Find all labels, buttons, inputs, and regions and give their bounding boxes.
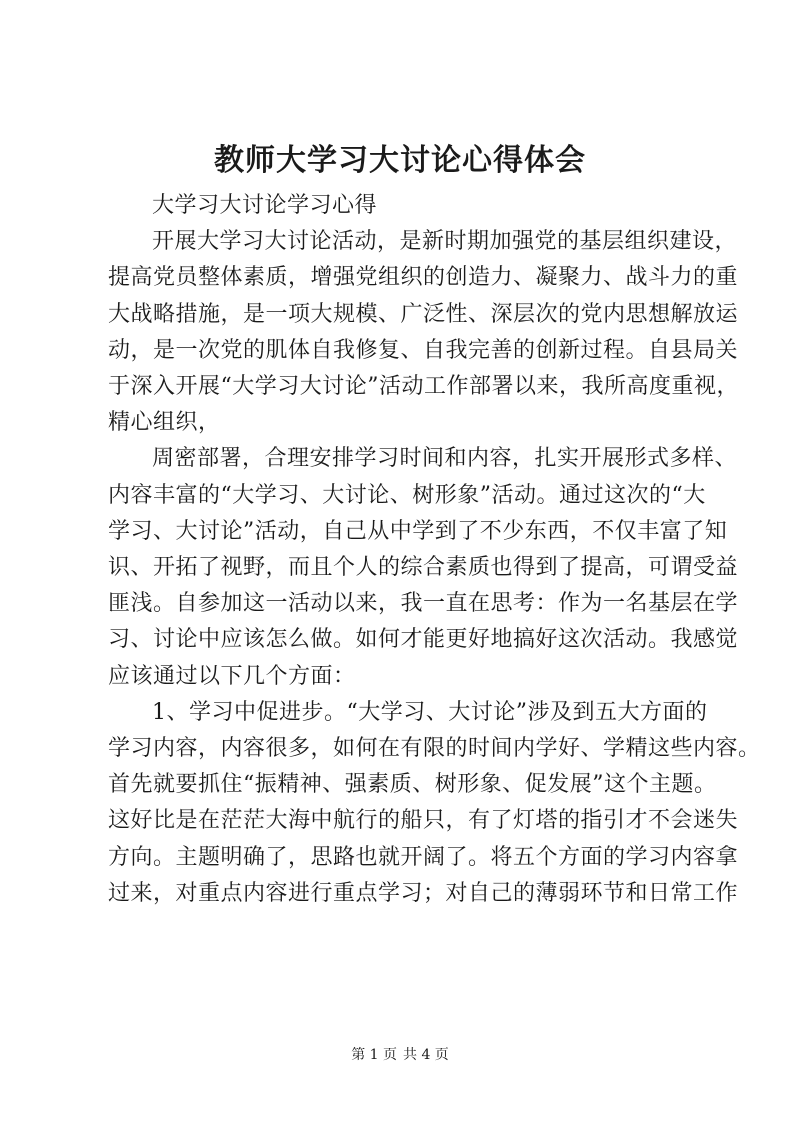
text-line: 学习、大讨论”活动，自己从中学到了不少东西，不仅丰富了知 [108,518,728,544]
text-line: 精心组织， [108,410,221,436]
paragraph-2 [108,441,739,694]
text-line: 于深入开展“大学习大讨论”活动工作部署以来，我所高度重视， [108,374,739,400]
text-line: 方向。主题明确了，思路也就开阔了。将五个方面的学习内容拿 [108,844,739,870]
document-body [108,188,761,912]
text-line: 这好比是在茫茫大海中航行的船只，有了灯塔的指引才不会迷失 [108,808,739,834]
page-number: 第 1 页 [351,1047,397,1063]
text-line: 过来，对重点内容进行重点学习；对自己的薄弱环节和日常工作 [108,880,739,906]
subtitle-paragraph [108,188,708,224]
page-total: 共 4 页 [403,1047,449,1063]
text-line: 周密部署，合理安排学习时间和内容，扎实开展形式多样、 [152,446,738,472]
text-line: 识、开拓了视野，而且个人的综合素质也得到了提高，可谓受益 [108,555,739,581]
text-line: 习、讨论中应该怎么做。如何才能更好地搞好这次活动。我感觉 [108,627,739,653]
document-title: 教师大学习大讨论心得体会 [214,143,586,178]
text-line: 开展大学习大讨论活动，是新时期加强党的基层组织建设， [152,229,738,255]
text-line: 匪浅。自参加这一活动以来，我一直在思考：作为一名基层在学 [108,591,739,617]
text-line: 应该通过以下几个方面： [108,663,356,689]
text-line: 动，是一次党的肌体自我修复、自我完善的创新过程。自县局关 [108,337,739,363]
page-footer [0,1045,800,1065]
text-line: 内容丰富的“大学习、大讨论、树形象”活动。通过这次的“大 [108,482,706,508]
text-line: 提高党员整体素质，增强党组织的创造力、凝聚力、战斗力的重 [108,265,739,291]
text-line: 1、学习中促进步。“大学习、大讨论”涉及到五大方面的 [152,699,708,725]
text-line: 学习内容，内容很多，如何在有限的时间内学好、学精这些内容。 [108,736,761,762]
text-line: 首先就要抓住“振精神、强素质、树形象、促发展”这个主题。 [108,772,717,798]
paragraph-3 [108,695,761,912]
paragraph-1 [108,224,739,441]
subtitle-line: 大学习大讨论学习心得 [152,193,378,218]
text-line: 大战略措施，是一项大规模、广泛性、深层次的党内思想解放运 [108,301,739,327]
